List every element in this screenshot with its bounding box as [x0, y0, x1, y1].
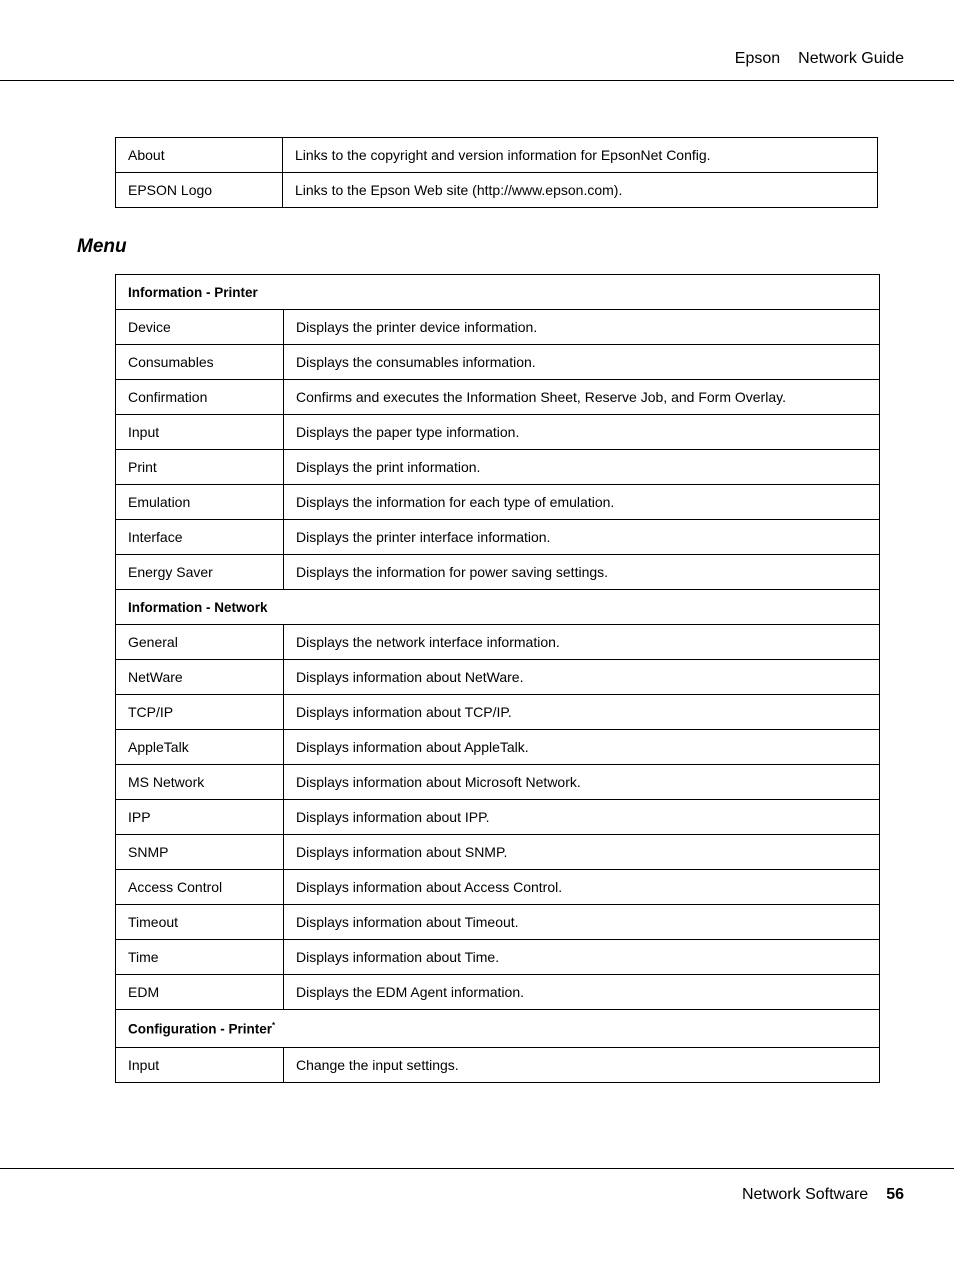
group-rows: [116, 1048, 880, 1083]
about-table: [115, 137, 878, 208]
description-cell: Displays the information for power saving settings.: [284, 555, 880, 590]
item-cell: IPP: [116, 800, 284, 835]
item-cell: EDM: [116, 975, 284, 1010]
description-cell: Displays the network interface information.: [284, 625, 880, 660]
item-cell: General: [116, 625, 284, 660]
description-cell: Displays the information for each type of emulation.: [284, 485, 880, 520]
table-row: [116, 345, 880, 380]
description-cell: Displays information about Time.: [284, 940, 880, 975]
table-row: [116, 870, 880, 905]
table-row: [116, 138, 878, 173]
table-row: [116, 520, 880, 555]
group-title: Configuration - Printer: [128, 1021, 272, 1037]
table-row: [116, 625, 880, 660]
group-header-row: [116, 275, 880, 310]
description-cell: Displays the print information.: [284, 450, 880, 485]
item-cell: Time: [116, 940, 284, 975]
description-cell: Displays the printer device information.: [284, 310, 880, 345]
table-row: [116, 660, 880, 695]
table-row: [116, 485, 880, 520]
description-cell: Links to the Epson Web site (http://www.epson.com).: [283, 173, 878, 208]
table-row: [116, 975, 880, 1010]
item-cell: Access Control: [116, 870, 284, 905]
page-number: 56: [886, 1186, 904, 1203]
group-header-row: [116, 1010, 880, 1048]
item-cell: MS Network: [116, 765, 284, 800]
description-cell: Displays information about Access Control.: [284, 870, 880, 905]
description-cell: Change the input settings.: [284, 1048, 880, 1083]
menu-table: [115, 274, 880, 1083]
footnote-mark: *: [272, 1020, 276, 1030]
table-row: [116, 835, 880, 870]
footer-rule: [0, 1168, 954, 1169]
table-row: [116, 905, 880, 940]
description-cell: Displays information about IPP.: [284, 800, 880, 835]
description-cell: Displays the consumables information.: [284, 345, 880, 380]
table-row: [116, 380, 880, 415]
description-cell: Displays information about Microsoft Network.: [284, 765, 880, 800]
group-title-cell: [116, 1010, 880, 1048]
table-row: [116, 555, 880, 590]
running-footer: [742, 1186, 904, 1204]
table-row: [116, 310, 880, 345]
item-cell: Consumables: [116, 345, 284, 380]
item-cell: NetWare: [116, 660, 284, 695]
header-title: Network Guide: [798, 50, 904, 67]
header-rule: [0, 80, 954, 81]
description-cell: Confirms and executes the Information Sheet, Reserve Job, and Form Overlay.: [284, 380, 880, 415]
table-row: [116, 1048, 880, 1083]
table-row: [116, 800, 880, 835]
description-cell: Displays the EDM Agent information.: [284, 975, 880, 1010]
footer-section: Network Software: [741, 1186, 869, 1203]
group-title: Information - Printer: [116, 275, 880, 310]
description-cell: Displays the paper type information.: [284, 415, 880, 450]
table-row: [116, 173, 878, 208]
item-cell: About: [116, 138, 283, 173]
table-row: [116, 450, 880, 485]
item-cell: Timeout: [116, 905, 284, 940]
item-cell: EPSON Logo: [116, 173, 283, 208]
section-heading: Menu: [77, 236, 127, 257]
item-cell: Print: [116, 450, 284, 485]
item-cell: Device: [116, 310, 284, 345]
item-cell: Input: [116, 1048, 284, 1083]
item-cell: Confirmation: [116, 380, 284, 415]
running-header: [735, 50, 904, 68]
description-cell: Displays information about Timeout.: [284, 905, 880, 940]
description-cell: Displays information about NetWare.: [284, 660, 880, 695]
table-row: [116, 695, 880, 730]
item-cell: TCP/IP: [116, 695, 284, 730]
description-cell: Displays information about AppleTalk.: [284, 730, 880, 765]
description-cell: Displays information about SNMP.: [284, 835, 880, 870]
description-cell: Links to the copyright and version information for EpsonNet Config.: [283, 138, 878, 173]
group-rows: [116, 310, 880, 590]
item-cell: Energy Saver: [116, 555, 284, 590]
item-cell: Interface: [116, 520, 284, 555]
description-cell: Displays information about TCP/IP.: [284, 695, 880, 730]
item-cell: Emulation: [116, 485, 284, 520]
header-brand: Epson: [734, 50, 781, 67]
table-row: [116, 730, 880, 765]
description-cell: Displays the printer interface information.: [284, 520, 880, 555]
table-row: [116, 940, 880, 975]
table-row: [116, 765, 880, 800]
item-cell: Input: [116, 415, 284, 450]
group-title: Information - Network: [116, 590, 880, 625]
group-header-row: [116, 590, 880, 625]
table-row: [116, 415, 880, 450]
group-rows: [116, 625, 880, 1010]
item-cell: SNMP: [116, 835, 284, 870]
item-cell: AppleTalk: [116, 730, 284, 765]
